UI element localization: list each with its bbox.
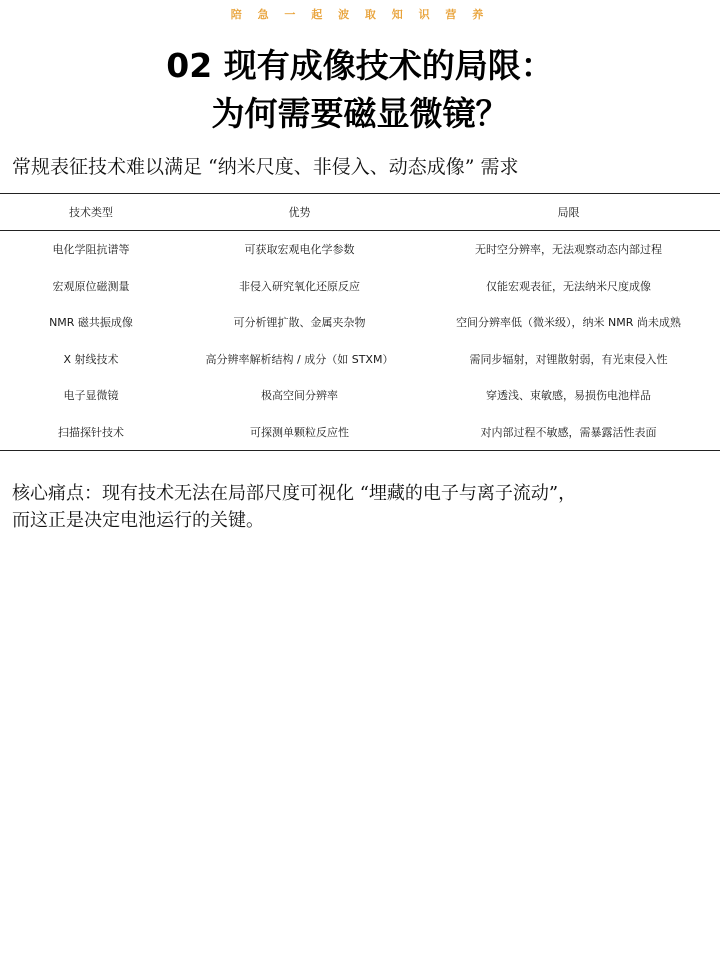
comparison-table-container <box>0 193 720 451</box>
table-header-row <box>0 194 720 231</box>
watermark-text: 陪 急 一 起 波 取 知 识 营 养 <box>230 8 490 21</box>
section-subtitle: 常规表征技术难以满足 “纳米尺度、非侵入、动态成像” 需求 <box>12 156 519 178</box>
cell-technique: 宏观原位磁测量 <box>52 279 130 293</box>
note-line-1: 核心痛点：现有技术无法在局部尺度可视化 “埋藏的电子与离子流动”， <box>12 483 577 504</box>
table-row <box>0 377 720 414</box>
cell-advantage: 高分辨率解析结构 / 成分（如 STXM） <box>205 352 394 366</box>
cell-limitation: 无时空分辨率，无法观察动态内部过程 <box>475 243 662 257</box>
cell-limitation: 对内部过程不敏感，需暴露活性表面 <box>480 425 657 439</box>
header-technique-type: 技术类型 <box>69 206 113 219</box>
cell-advantage: 极高空间分辨率 <box>261 389 338 403</box>
cell-limitation: 穿透浅、束敏感，易损伤电池样品 <box>486 389 651 403</box>
header-limitations: 局限 <box>557 206 580 219</box>
cell-limitation: 仅能宏观表征，无法纳米尺度成像 <box>486 279 651 293</box>
note-line-2: 而这正是决定电池运行的关键。 <box>12 510 264 531</box>
cell-advantage: 可获取宏观电化学参数 <box>244 243 355 257</box>
cell-advantage: 可探测单颗粒反应性 <box>250 425 349 439</box>
table-row <box>0 414 720 451</box>
page-title <box>0 42 720 138</box>
table-row <box>0 304 720 341</box>
cell-advantage: 非侵入研究氧化还原反应 <box>239 279 360 293</box>
page-title-line-1: 02 现有成像技术的局限： <box>166 46 554 85</box>
key-pain-point-note <box>12 480 712 534</box>
comparison-table <box>0 193 720 451</box>
cell-technique: NMR 磁共振成像 <box>49 316 133 330</box>
cell-technique: 电子显微镜 <box>63 389 119 403</box>
cell-technique: 电化学阻抗谱等 <box>52 243 130 257</box>
header-advantages: 优势 <box>288 206 311 219</box>
table-row <box>0 268 720 305</box>
table-row <box>0 341 720 378</box>
table-row <box>0 231 720 268</box>
cell-limitation: 需同步辐射，对锂散射弱，有光束侵入性 <box>469 352 668 366</box>
page-title-line-2: 为何需要磁显微镜？ <box>211 94 509 133</box>
cell-advantage: 可分析锂扩散、金属夹杂物 <box>233 316 366 330</box>
cell-limitation: 空间分辨率低（微米级），纳米 NMR 尚未成熟 <box>456 316 681 330</box>
cell-technique: 扫描探针技术 <box>58 425 124 439</box>
cell-technique: X 射线技术 <box>63 352 119 366</box>
